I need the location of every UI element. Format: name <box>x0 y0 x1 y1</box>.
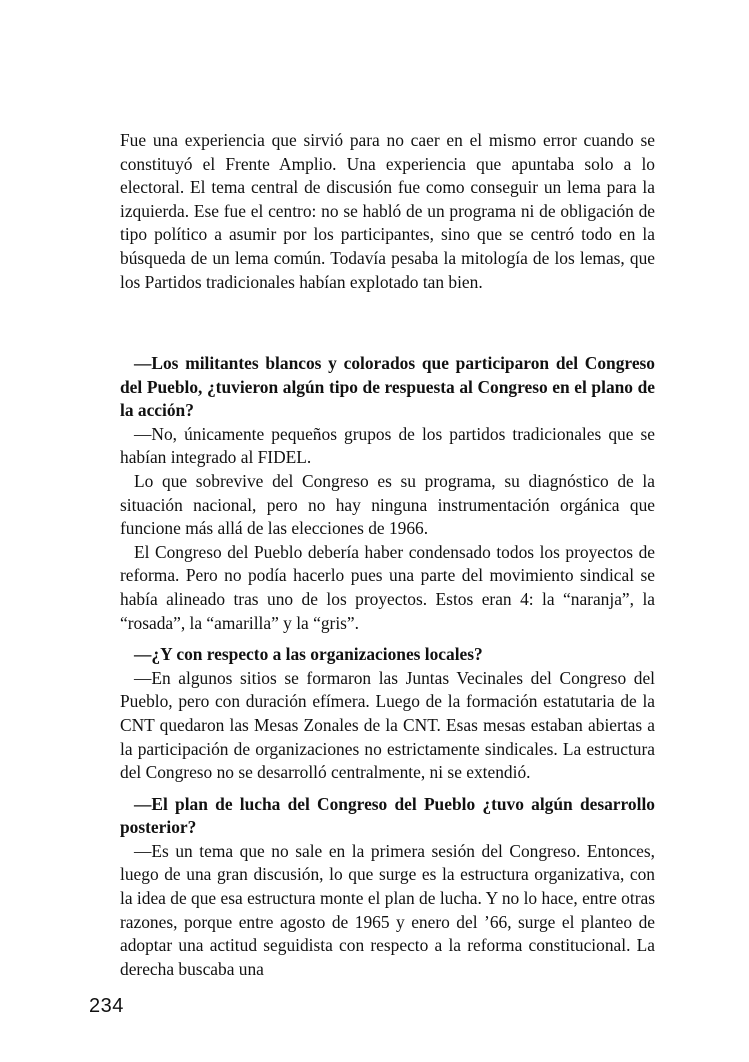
intro-paragraph: Fue una experiencia que sirvió para no caer en el mismo error cuando se constituyó el Frente Amplio. Una experiencia que apuntaba solo a lo electoral. El tema central de discusión fue como conseguir un lema para la izquierda. Ese fue el centro: no se habló de un programa ni de obligación de tipo político a asumir por los participantes, sino que se centró todo en la búsqueda de un lema común. Todavía pesaba la mitología de los lemas, que los Partidos tradicionales habían explotado tan bien. <box>120 130 655 292</box>
answer-1-paragraph-2: Lo que sobrevive del Congreso es su programa, su diagnóstico de la situación nacional, pero no hay ninguna instrumentación orgánica que funcione más allá de las elecciones de 1966. <box>120 470 655 539</box>
answer-3: —Es un tema que no sale en la primera sesión del Congreso. Entonces, luego de una gran discusión, lo que surge es la estructura organizativa, con la idea de que esa estructura monte el plan de lucha. Y no lo hace, entre otras razones, porque entre agosto de 1965 y enero del ’66, surge el planteo de adoptar una actitud seguidista con respecto a la reforma constitucional. La derecha buscaba una <box>120 840 655 979</box>
question-1: —Los militantes blancos y colorados que participaron del Congreso del Pueblo, ¿tuvieron algún tipo de respuesta al Congreso en el plano de la acción? <box>120 353 655 421</box>
page-number: 234 <box>89 995 124 1017</box>
question-3: —El plan de lucha del Congreso del Pueblo ¿tuvo algún desarrollo posterior? <box>120 793 655 838</box>
spacer <box>120 635 655 643</box>
answer-1-paragraph-3: El Congreso del Pueblo debería haber condensado todos los proyectos de reforma. Pero no podía hacerlo pues una parte del movimiento sindical se había alineado tras uno de los proyectos. Estos eran 4: la “naranja”, la “rosada”, la “amarilla” y la “gris”. <box>120 541 655 633</box>
interview-block <box>120 352 655 981</box>
answer-1-paragraph-1: —No, únicamente pequeños grupos de los partidos tradicionales que se habían integrado al FIDEL. <box>120 423 655 468</box>
answer-2: —En algunos sitios se formaron las Juntas Vecinales del Congreso del Pueblo, pero con duración efímera. Luego de la formación estatutaria de la CNT quedaron las Mesas Zonales de la CNT. Esas mesas estaban abiertas a la participación de organizaciones no estrictamente sindicales. La estructura del Congreso no se desarrolló centralmente, ni se extendió. <box>120 667 655 783</box>
intro-block <box>120 129 655 294</box>
spacer <box>120 785 655 793</box>
question-2: —¿Y con respecto a las organizaciones locales? <box>134 644 483 665</box>
